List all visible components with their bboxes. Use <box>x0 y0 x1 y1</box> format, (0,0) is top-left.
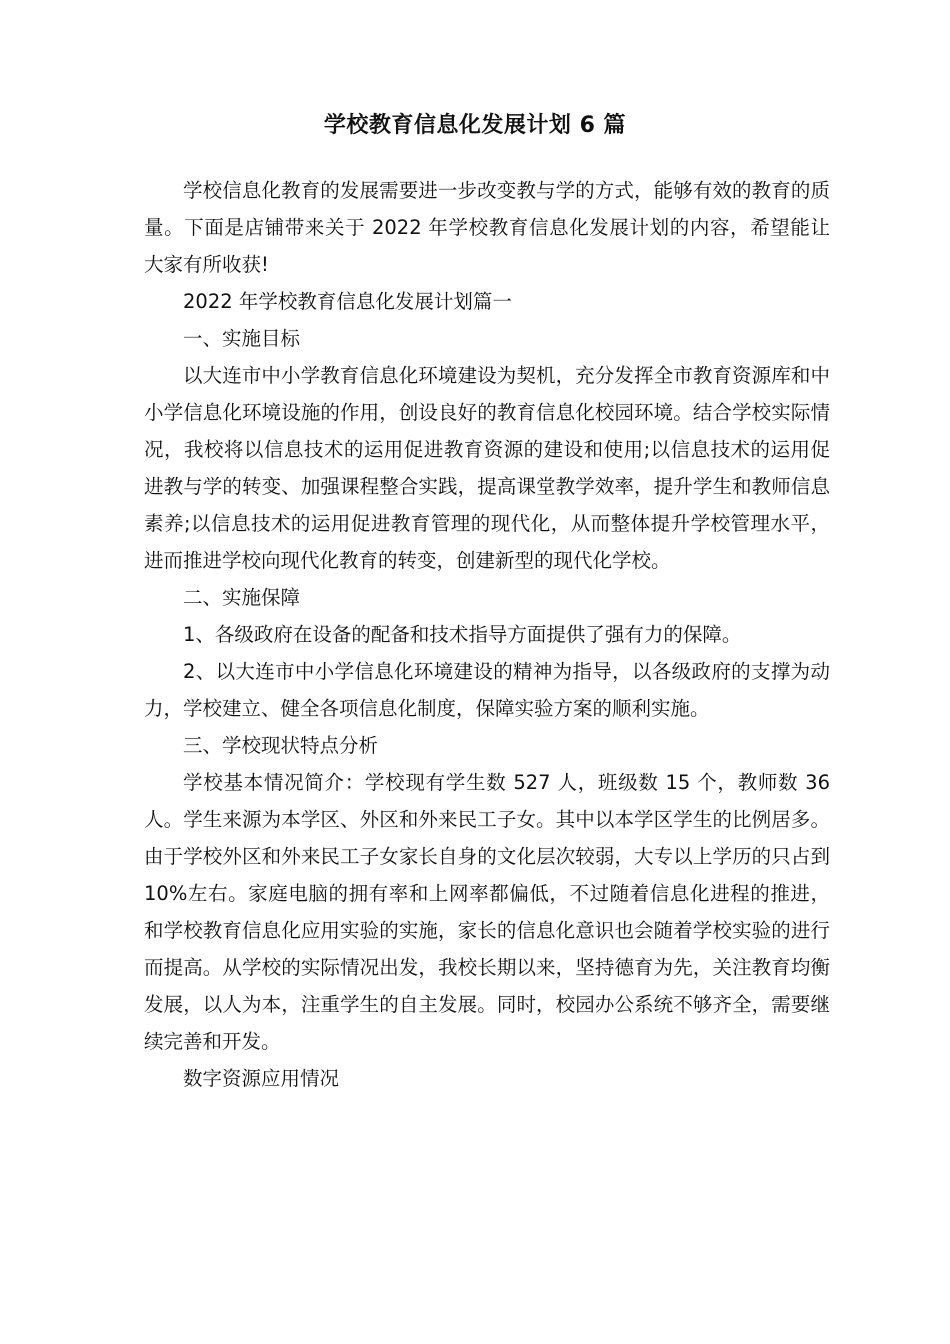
section-heading-digital-resources: 数字资源应用情况 <box>183 1067 340 1090</box>
paragraph-guarantee-1: 1、各级政府在设备的配备和技术指导方面提供了强有力的保障。 <box>183 623 742 646</box>
section-heading-guarantee: 二、实施保障 <box>183 586 301 609</box>
paragraph-intro: 学校信息化教育的发展需要进一步改变教与学的方式，能够有效的教育的质量。下面是店铺带来关于 2022 年学校教育信息化发展计划的内容，希望能让大家有所收获! <box>144 179 830 276</box>
paragraph-guarantee-2: 2、以大连市中小学信息化环境建设的精神为指导，以各级政府的支撑为动力，学校建立、健全各项信息化制度，保障实验方案的顺利实施。 <box>144 660 830 720</box>
paragraph-goals: 以大连市中小学教育信息化环境建设为契机，充分发挥全市教育资源库和中小学信息化环境设施的作用，创设良好的教育信息化校园环境。结合学校实际情况，我校将以信息技术的运用促进教育资源的建设和使用;以信息技术的运用促进教与学的转变、加强课程整合实践，提高课堂教学效率，提升学生和教师信息素养;以信息技术的运用促进教育管理的现代化，从而整体提升学校管理水平，进而推进学校向现代化教育的转变，创建新型的现代化学校。 <box>144 364 830 572</box>
section-heading-goals: 一、实施目标 <box>183 327 301 350</box>
section-heading-plan-one: 2022 年学校教育信息化发展计划篇一 <box>183 290 512 313</box>
section-heading-analysis: 三、学校现状特点分析 <box>183 734 379 757</box>
document-title: 学校教育信息化发展计划 6 篇 <box>323 113 627 138</box>
paragraph-analysis: 学校基本情况简介：学校现有学生数 527 人，班级数 15 个，教师数 36 人。学生来源为本学区、外区和外来民工子女。其中以本学区学生的比例居多。由于学校外区和外来民工子女家长自身的文化层次较弱，大专以上学历的只占到 10%左右。家庭电脑的拥有率和上网率都偏低，不过随着信息化进程的推进，和学校教育信息化应用实验的实施，家长的信息化意识也会随着学校实验的进行而提高。从学校的实际情况出发，我校长期以来，坚持德育为先，关注教育均衡发展，以人为本，注重学生的自主发展。同时，校园办公系统不够齐全，需要继续完善和开发。 <box>144 771 830 1053</box>
document-body <box>144 172 830 1097</box>
